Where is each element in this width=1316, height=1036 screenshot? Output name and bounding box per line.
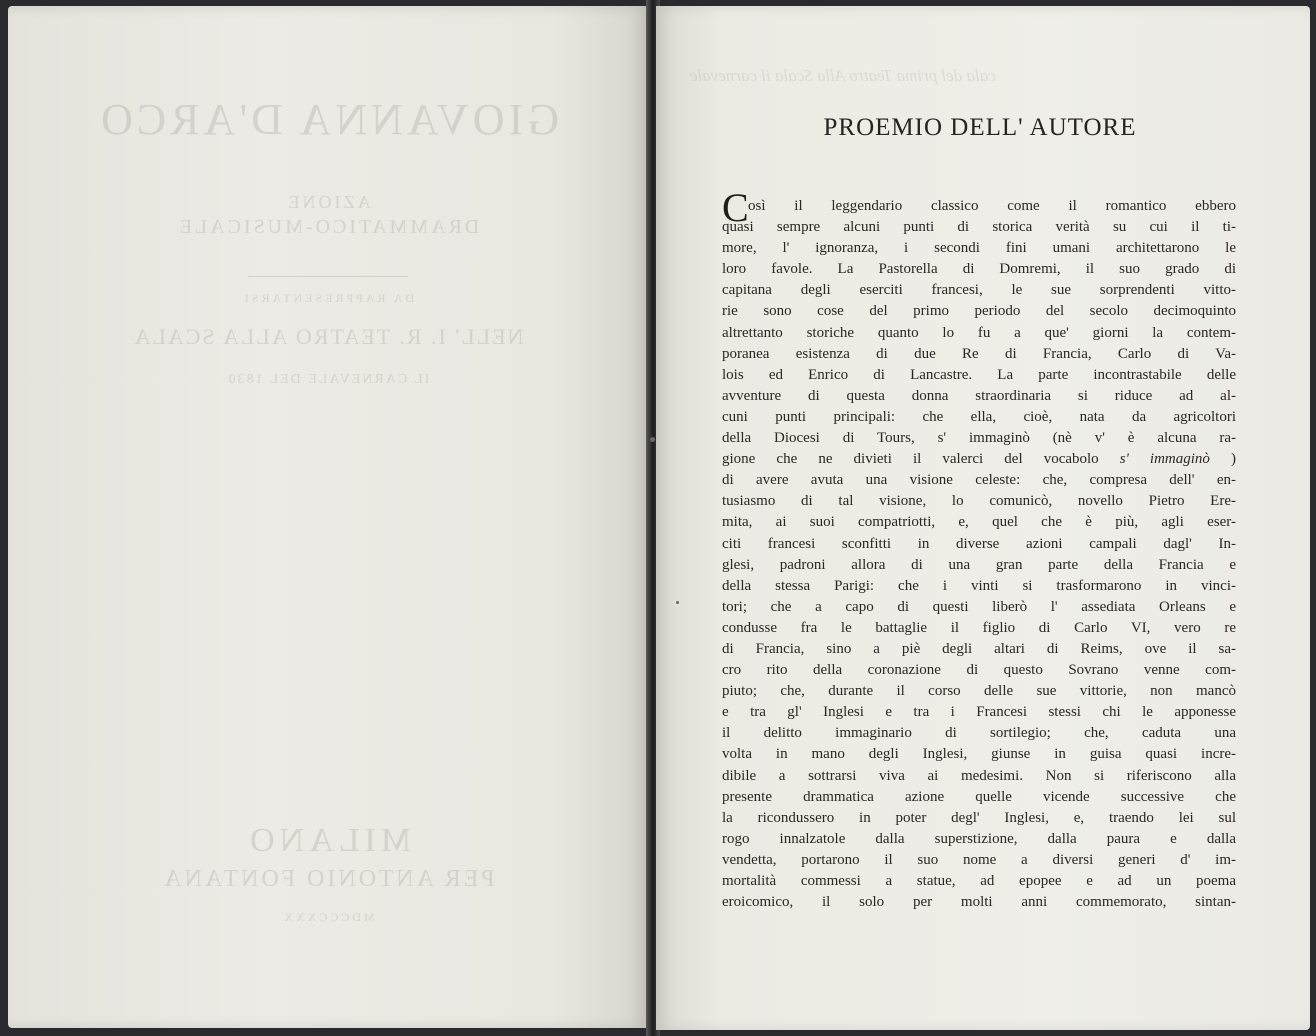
text-line: capitana degli eserciti francesi, le sue sorprendenti vitto- (722, 282, 1236, 299)
ghost-line: GIOVANNA D'ARCO (97, 95, 559, 144)
text-line: presente drammatica azione quelle vicende successive che (722, 788, 1236, 805)
text-line: rogo innalzatole dalla superstizione, dalla paura e dalla (722, 830, 1236, 847)
right-page-show-through: cala del prima Teatro Alla Scala il carnevale (690, 66, 996, 85)
text-line: cuni punti principali: che ella, cioè, nata da agricoltori (722, 408, 1236, 425)
ghost-rule (248, 276, 408, 277)
ghost-line: AZIONE (285, 192, 371, 212)
ghost-line: DA RAPPRESENTARSI (241, 291, 415, 305)
text-line: rie sono cose del primo periodo del secolo decimoquinto (722, 303, 1236, 320)
text-line: e tra gl' Inglesi e tra i Francesi stessi chi le apponesse (722, 704, 1236, 721)
ghost-line: DRAMMATICO-MUSICALE (176, 216, 480, 238)
text-line: della Diocesi di Tours, s' immaginò (nè v' è alcuna ra- (722, 430, 1236, 447)
paper-speck (676, 601, 679, 604)
text-line: piuto; che, durante il corso delle sue vittorie, non mancò (722, 683, 1236, 700)
ghost-line: IL CARNEVALE DEL 1830 (226, 372, 430, 387)
text-line: il delitto immaginario di sortilegio; che, caduta una (722, 725, 1236, 742)
text-line: mita, ai suoi compatriotti, e, quel che è più, agli eser- (722, 514, 1236, 531)
text-line: della stessa Parigi: che i vinti si trasformarono in vinci- (722, 577, 1236, 594)
text-line: mortalità commessi a statue, ad epopee e ad un poema (722, 873, 1236, 889)
text-line: glesi, padroni allora di una gran parte della Francia e (722, 556, 1236, 573)
paper-speck (650, 437, 655, 442)
text-lines (722, 217, 1236, 913)
ghost-line: MILANO (245, 822, 411, 859)
text-line: gione che ne divieti il valerci del vocabolo s' immaginò ) (722, 451, 1237, 468)
text-line: vendetta, portarono il suo nome a diversi generi d' im- (722, 851, 1236, 868)
text-line: altrettanto storiche quanto lo fu a que' giorni la contem- (722, 324, 1236, 341)
text-line: citi francesi sconfitti in diverse azioni campali dagl' In- (722, 535, 1236, 552)
text-line: cro rito della coronazione di questo Sovrano venne com- (722, 662, 1236, 679)
body-text (722, 185, 1237, 913)
text-line: avventure di questa donna straordinaria si riduce ad al- (722, 387, 1236, 404)
ghost-line: MDCCCXXX (281, 910, 375, 924)
text-line: condusse fra le battaglie il figlio di Carlo VI, vero re (722, 619, 1236, 636)
text-line: eroicomico, il solo per molti anni commemorato, sintan- (722, 894, 1236, 911)
text-line: poranea esistenza di due Re di Francia, Carlo di Va- (722, 345, 1236, 362)
ghost-line: PER ANTONIO FONTANA (161, 866, 495, 892)
ghost-line: NELL' I. R. TEATRO ALLA SCALA (132, 324, 524, 349)
drop-cap: C (722, 185, 749, 230)
text-line: volta in mano degli Inglesi, giunse in guisa quasi incre- (722, 746, 1236, 763)
page-title: PROEMIO DELL' AUTORE (823, 114, 1137, 141)
text-line: la ricondussero in poter degl' Inglesi, e, traendo lei sul (722, 809, 1236, 826)
text-line: di Francia, sino a piè degli altari di Reims, ove il sa- (722, 640, 1236, 657)
text-line: tori; che a capo di questi liberò l' assediata Orleans e (722, 598, 1236, 615)
text-line: lois ed Enrico di Lancastre. La parte incontrastabile delle (722, 366, 1236, 383)
first-line-text: osì il leggendario classico come il romantico ebbero (748, 198, 1236, 214)
text-line: more, l' ignoranza, i secondi fini umani architettarono le (722, 240, 1236, 257)
text-line: tusiasmo di tal visione, lo comunicò, novello Pietro Ere- (722, 493, 1236, 510)
text-line: quasi sempre alcuni punti di storica verità su cui il ti- (722, 219, 1236, 236)
text-line: di avere avuta una visione celeste: che, compresa dell' en- (722, 472, 1236, 489)
text-line: loro favole. La Pastorella di Domremi, il suo grado di (722, 261, 1236, 278)
text-line: dibile a sottrarsi viva ai medesimi. Non si riferiscono alla (722, 767, 1236, 784)
